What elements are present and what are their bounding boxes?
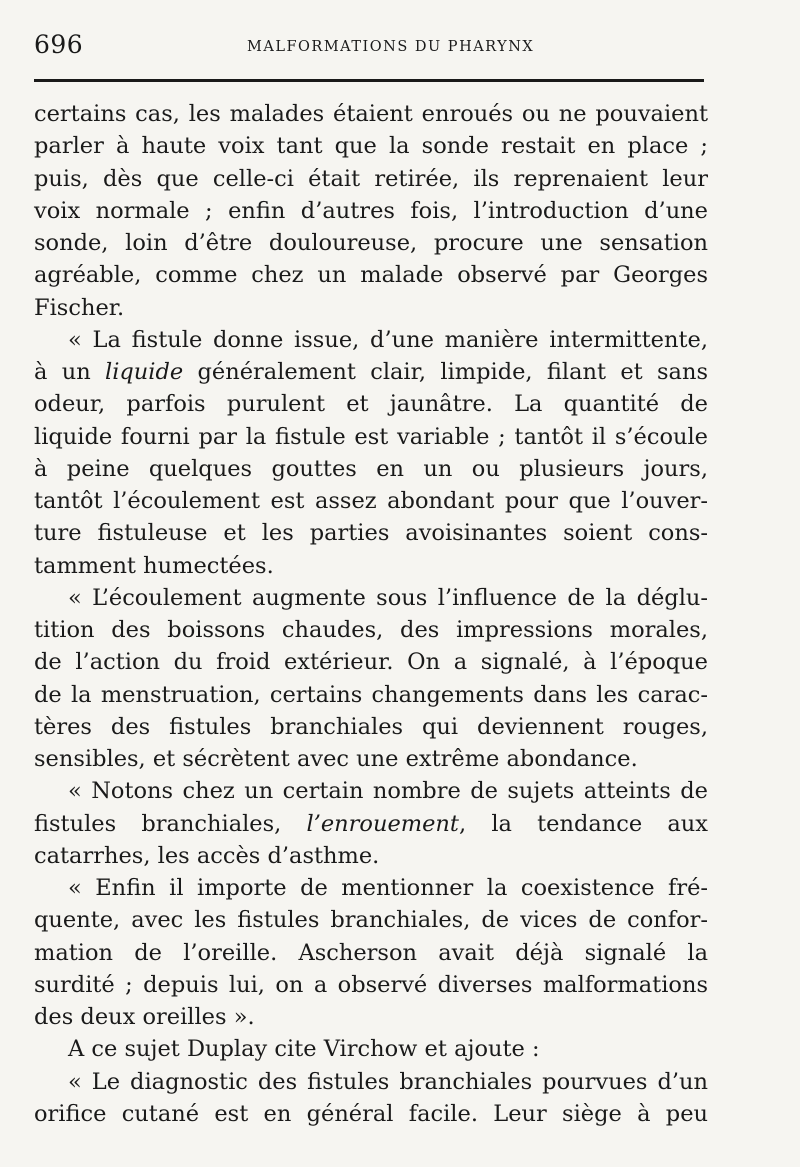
text-line: Fischer.	[34, 294, 125, 321]
text-line: voix normale ; enfin d’autres fois, l’introduction d’une	[34, 197, 708, 224]
text-line: puis, dès que celle-ci était retirée, ils reprenaient leur	[34, 165, 708, 192]
italic-word: l’enrouement	[306, 810, 459, 837]
text-line: de l’action du froid extérieur. On a signalé, à l’époque	[34, 649, 708, 676]
text-line: sensibles, et sécrètent avec une extrême abondance.	[34, 746, 638, 772]
text-line: surdité ; depuis lui, on a observé diverses malformations	[34, 971, 708, 998]
page-header	[34, 30, 714, 70]
body-text	[34, 98, 708, 1130]
text-line: « La fistule donne issue, d’une manière intermittente,	[68, 326, 708, 353]
text-line: catarrhes, les accès d’asthme.	[34, 842, 380, 869]
text-line: parler à haute voix tant que la sonde restait en place ;	[34, 133, 708, 160]
text-line: quente, avec les fistules branchiales, de vices de confor-	[34, 907, 708, 934]
page-number: 696	[34, 30, 84, 59]
text-line: « Le diagnostic des fistules branchiales pourvues d’un	[68, 1068, 708, 1095]
text-line: agréable, comme chez un malade observé par Georges	[34, 262, 708, 289]
text-line: tères des fistules branchiales qui deviennent rouges,	[34, 713, 708, 740]
text-line: à un liquide généralement clair, limpide, filant et sans	[34, 359, 708, 385]
text-line: odeur, parfois purulent et jaunâtre. La quantité de	[34, 391, 708, 418]
text-line: tition des boissons chaudes, des impressions morales,	[34, 617, 708, 643]
italic-word: liquide	[105, 359, 184, 385]
text-line: tantôt l’écoulement est assez abondant pour que l’ouver-	[34, 488, 708, 514]
text-line: A ce sujet Duplay cite Virchow et ajoute :	[68, 1036, 540, 1063]
text-line: certains cas, les malades étaient enroués ou ne pouvaient	[34, 101, 708, 127]
text-line: à peine quelques gouttes en un ou plusieurs jours,	[34, 455, 708, 482]
text-line: « Enfin il importe de mentionner la coexistence fré-	[68, 875, 708, 901]
text-line: mation de l’oreille. Ascherson avait déjà signalé la	[34, 939, 708, 966]
text-line: sonde, loin d’être douloureuse, procure une sensation	[34, 230, 708, 256]
text-line: « L’écoulement augmente sous l’influence de la déglu-	[68, 584, 708, 611]
text-line: liquide fourni par la fistule est variable ; tantôt il s’écoule	[34, 423, 708, 450]
text-line: « Notons chez un certain nombre de sujets atteints de	[68, 778, 708, 805]
text-line: tamment humectées.	[34, 552, 274, 579]
text-line: fistules branchiales, l’enrouement, la tendance aux	[34, 810, 708, 837]
text-line: ture fistuleuse et les parties avoisinantes soient cons-	[34, 520, 708, 547]
text-line: orifice cutané est en général facile. Leur siège à peu	[34, 1100, 708, 1127]
running-title: MALFORMATIONS DU PHARYNX	[247, 39, 535, 55]
header-rule	[34, 79, 704, 82]
text-line: des deux oreilles ».	[34, 1004, 255, 1030]
text-line: de la menstruation, certains changements dans les carac-	[34, 681, 708, 708]
